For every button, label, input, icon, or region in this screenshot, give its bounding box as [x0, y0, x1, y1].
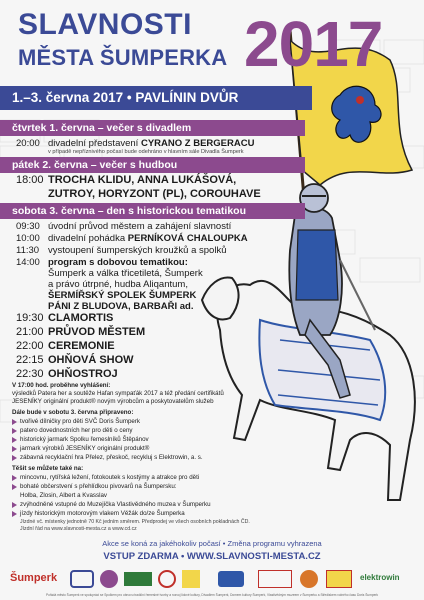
- info-line: Holba, Zlosin, Albert a Kvasslav: [20, 492, 108, 499]
- info-bullet: zvýhodněné vstupné do Muzejíčka Vlastivědného muzea v Šumperku: [20, 501, 211, 508]
- info-bullet: tvořivé dílničky pro děti SVČ Doris Šumperk: [20, 418, 141, 425]
- day3-item-bold: program s dobovou tematikou:: [48, 257, 188, 268]
- sponsor-logo-icon: [300, 570, 318, 588]
- day1-header: čtvrtek 1. června – večer s divadlem: [0, 120, 305, 136]
- day3-item-text: divadelní pohádka: [48, 233, 128, 244]
- info-line: JESENÍKY originální produkt® novým výrobcům a poskytovatelům služeb: [12, 398, 214, 405]
- day3-item: [16, 221, 231, 232]
- sponsor-logo-icon: [124, 572, 152, 586]
- program-line: ŠERMÍŘSKÝ SPOLEK ŠUMPERK: [48, 290, 197, 301]
- day2-time: 18:00: [16, 174, 44, 186]
- info-bullet: patero dovednostních her pro děti o ceny: [20, 427, 133, 434]
- evening-time: 19:30: [16, 312, 44, 324]
- day2-line1-text: TROCHA KLIDU, ANNA LUKÁŠOVÁ,: [48, 174, 237, 186]
- day2-line2: ZUTROY, HORYZONT (PL), COROUHAVE: [48, 188, 261, 200]
- day1-event: [16, 138, 254, 149]
- day3-item: [16, 257, 188, 268]
- day1-text-b: CYRANO Z BERGERACU: [140, 138, 255, 149]
- info-heading: V 17:00 hod. proběhne vyhlášení:: [12, 382, 111, 389]
- evening-time: 22:30: [16, 368, 44, 380]
- evening-time: 22:15: [16, 354, 44, 366]
- day3-item-bold: PERNÍKOVÁ CHALOUPKA: [127, 233, 248, 244]
- day1-time: 20:00: [16, 138, 40, 149]
- footer-note: Akce se koná za jakéhokoliv počasí • Změna programu vyhrazena: [102, 539, 322, 548]
- sponsor-logos: [0, 566, 424, 592]
- evening-text: CEREMONIE: [48, 340, 115, 352]
- sponsor-logo-icon: [182, 570, 200, 588]
- info-heading: Dále bude v sobotu 3. června připraveno:: [12, 409, 134, 416]
- sponsor-logo-icon: [326, 570, 352, 588]
- logo-sumperk: Šumperk: [10, 572, 58, 584]
- cd-logo-icon: [218, 571, 244, 587]
- footer-entry: VSTUP ZDARMA • WWW.SLAVNOSTI-MESTA.CZ: [103, 551, 321, 562]
- title-line-2: MĚSTA ŠUMPERKA: [18, 45, 228, 70]
- info-bullet: zábavná recyklační hra Přelez, přeskoč, recykluj s Elektrowin, a. s.: [20, 454, 203, 461]
- day3-header: sobota 3. června – den s historickou tematikou: [0, 203, 305, 219]
- info-bullet: jízdy historickým motorovým vlakem Věžák do/ze Šumperka: [20, 510, 185, 517]
- day3-item-time: 09:30: [16, 221, 40, 232]
- day1-note: v případě nepříznivého počasí bude odehráno v hlavním sále Divadla Šumperk: [48, 149, 244, 155]
- info-heading: Těšit se můžete také na:: [12, 465, 84, 472]
- date-bar: [0, 86, 312, 110]
- title-line-1: SLAVNOSTI: [18, 8, 192, 41]
- evening-item: [16, 340, 115, 352]
- evening-time: 22:00: [16, 340, 44, 352]
- day3-item-time: 10:00: [16, 233, 40, 244]
- evening-item: [16, 368, 118, 380]
- day3-item: [16, 233, 248, 244]
- info-small: Jízdní řád na www.slavnosti-mesta.cz a www.cd.cz: [20, 526, 137, 532]
- sponsor-logo-icon: [158, 570, 176, 588]
- info-bullet: jarmark výrobků JESENÍKY originální produkt®: [20, 445, 150, 452]
- info-bullet: mincovnu, rytířská ležení, fotokoutek s kostýmy a atrakce pro děti: [20, 474, 200, 481]
- evening-time: 21:00: [16, 326, 44, 338]
- day3-item-text: vystoupení šumperských kroužků a spolků: [48, 245, 227, 256]
- sponsor-logo-icon: [100, 570, 118, 588]
- info-line: výsledků Patera her a soutěže Hafan sympaťák 2017 a též předání certifikátů: [12, 390, 224, 397]
- evening-item: [16, 312, 113, 324]
- evening-text: PRŮVOD MĚSTEM: [48, 326, 146, 338]
- evening-item: [16, 354, 134, 366]
- evening-item: [16, 326, 145, 338]
- evening-text: OHŇOSTROJ: [48, 368, 118, 380]
- year-heading: 2017: [244, 8, 383, 80]
- info-bullet: historický jarmark Spolku řemeslníků Štěpánov: [20, 436, 149, 443]
- evening-text: OHŇOVÁ SHOW: [48, 354, 134, 366]
- sponsor-logo-icon: [70, 570, 94, 588]
- day3-item: [16, 245, 226, 256]
- program-line: PÁNI Z BLUDOVA, BARBAŘI ad.: [48, 301, 194, 312]
- evening-text: CLAMORTIS: [48, 312, 114, 324]
- info-small: Jízdné vč. místenky jednotně 70 Kč jedním směrem. Předprodej ve všech osobních pokladnách ČD.: [20, 519, 250, 525]
- date-text: 1.–3. června 2017 • PAVLÍNIN DVŮR: [12, 90, 239, 105]
- sponsor-logo-icon: [258, 570, 292, 588]
- day2-header: pátek 2. června – večer s hudbou: [0, 157, 305, 173]
- knight-illustration: [190, 0, 424, 540]
- logo-elektrowin: elektrowin: [360, 573, 400, 582]
- info-bullet: bohaté občerstvení s přehlídkou pivovarů na Šumpersku:: [20, 483, 177, 490]
- day3-item-text: úvodní průvod městem a zahájení slavností: [48, 221, 232, 232]
- program-line: a právo útrpné, hudba Aliqantum,: [48, 279, 188, 290]
- day1-text-a: divadelní představení: [48, 138, 141, 149]
- day3-item-time: 11:30: [16, 245, 40, 256]
- day2-line1: [16, 174, 236, 186]
- day3-item-time: 14:00: [16, 257, 40, 268]
- program-line: Šumperk a válka třicetiletá, Šumperk: [48, 268, 203, 279]
- fine-print: Pořádá město Šumperk ve spolupráci se Spolkem pro obnovu tradiční řemeslné tvorby a rozvoj lidové kultury, Divadlem Šumperk, Domem kultury Šumperk, Vlastivědným muzeem v Šumperku a Střediskem volného času Doris Šumperk: [45, 593, 379, 597]
